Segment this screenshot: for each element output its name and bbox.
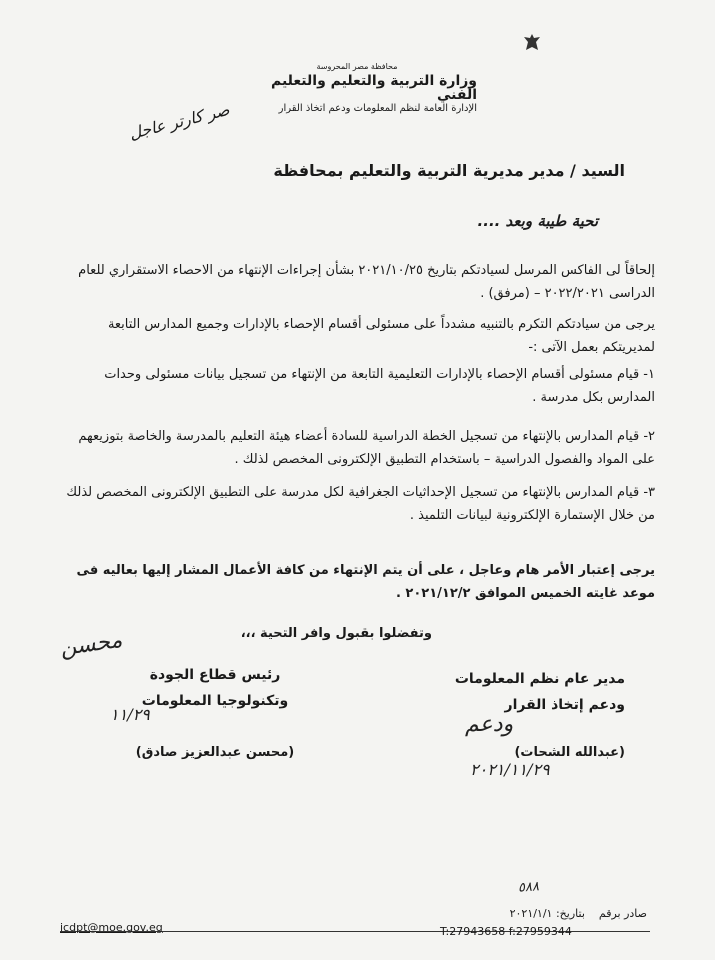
eagle-emblem-icon bbox=[520, 32, 544, 56]
paragraph-reference: إلحاقاً لى الفاكس المرسل لسيادتكم بتاريخ ٢٠٢١/١٠/٢٥ بشأن إجراءات الإنتهاء من الاحصاء الاستقراري للعام الدراسى ٢٠٢٢/٢٠٢١ – (مرفق) . bbox=[78, 263, 655, 301]
letterhead-line2: وزارة التربية والتعليم والتعليم الفني bbox=[270, 73, 477, 103]
signature-right-title2: ودعم إتخاذ القرار bbox=[504, 697, 625, 713]
signature-left-title2: وتكنولوجيا المعلومات bbox=[141, 693, 289, 709]
signature-block-right bbox=[435, 666, 625, 766]
paragraph-item-3: ٣- قيام المدارس بالإنتهاء من تسجيل الإحداثيات الجغرافية لكل مدرسة على التطبيق الإلكترونى المخصص لذلك من خلال الإستمارة الإلكترونية لبيانات التلميذ . bbox=[66, 485, 655, 523]
paragraph-item-1: ١- قيام مسئولى أقسام الإحصاء بالإدارات التعليمية التابعة من الإنتهاء من تسجيل بيانات مسئولى وحدات المدارس بكل مدرسة . bbox=[104, 367, 655, 405]
footer-email: icdpt@moe.gov.eg bbox=[60, 921, 163, 934]
signature-left-name: (محسن عبدالعزيز صادق) bbox=[135, 745, 295, 760]
addressee-line: السيد / مدير مديرية التربية والتعليم بمحافظة bbox=[273, 161, 625, 180]
handwritten-date-left: ١١/٢٩ bbox=[110, 705, 150, 724]
paragraph-deadline: يرجى إعتبار الأمر هام وعاجل ، على أن يتم الإنتهاء من كافة الأعمال المشار إليها بعاليه فى موعد غايته الخميس الموافق ٢٠٢١/١٢/٢ . bbox=[76, 563, 655, 601]
signature-left-title1: رئيس قطاع الجودة bbox=[149, 667, 281, 683]
handwritten-signature-right: ودعم bbox=[465, 712, 514, 737]
closing-line: وتفضلوا بقبول وافر التحية ،،، bbox=[240, 626, 432, 641]
issue-reference bbox=[510, 907, 647, 920]
paragraph-request: يرجى من سيادتكم التكرم بالتنبيه مشدداً على مسئولى أقسام الإحصاء بالإدارات وجميع المدارس التابعة لمديريتكم بعمل الآتى :- bbox=[107, 317, 655, 355]
signature-right-name: (عبدالله الشحات) bbox=[514, 745, 625, 760]
issue-date: بتاريخ: ٢٠٢١/١/١ bbox=[509, 907, 585, 920]
footer-phones: T:27943658 f:27959344 bbox=[440, 925, 572, 938]
letterhead-line3: الإدارة العامة لنظم المعلومات ودعم اتخاذ القرار bbox=[278, 103, 477, 114]
letterhead-line1: محافظة مصر المحروسة bbox=[316, 62, 398, 71]
greeting-line: تحية طيبة وبعد .... bbox=[477, 212, 598, 230]
handwritten-reference-number: ٥٨٨ bbox=[517, 879, 540, 896]
handwritten-urgent-note: صر كارتر عاجل bbox=[127, 99, 232, 144]
handwritten-date-right: ٢٠٢١/١١/٢٩ bbox=[470, 760, 550, 779]
issue-label: صادر برقم bbox=[598, 907, 647, 920]
signature-right-title1: مدير عام نظم المعلومات bbox=[454, 671, 625, 687]
handwritten-signature-left: محسن bbox=[58, 627, 124, 662]
letterhead bbox=[237, 60, 477, 116]
paragraph-item-2: ٢- قيام المدارس بالإنتهاء من تسجيل الخطة الدراسية للسادة أعضاء هيئة التعليم بالمدرسة والخاصة بتوزيعهم على المواد والفصول الدراسية – باستخدام التطبيق الإلكترونى المخصص لذلك . bbox=[78, 429, 655, 467]
